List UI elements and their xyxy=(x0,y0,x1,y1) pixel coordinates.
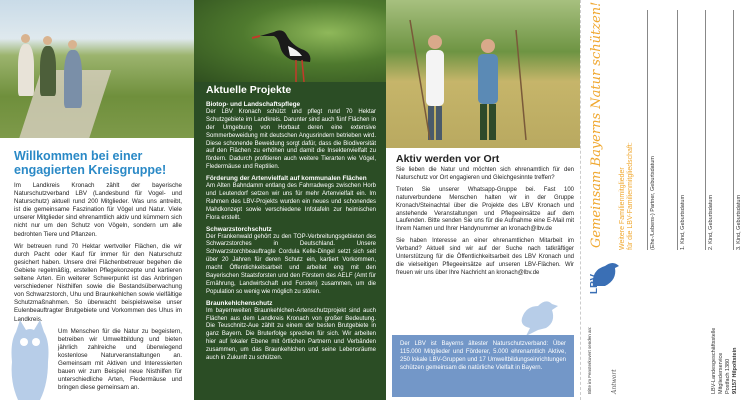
panel-get-active xyxy=(386,0,580,400)
projects-body: Biotop- und Landschaftspflege Der LBV Kronach schützt und pflegt rund 70 Hektar Schutzgebiete im Landkreis. Darunter sind auch fünf Flächen in der Umgebung von Horbaut deren eine extensive Sommerbeweidung mit deutschen Angusrindern betrieben wird. Diese schonende Beweidung sorgt dafür, dass die Biodiversität auf den Flächen zu erhöhen und damit die Insektenvielfalt zu fördern. Dadurch profitieren auch weitere Tierarten wie Vögel, Fledermäuse und Reptilien. Förderung der Artenvielfalt auf kommunalen Flächen Am Alten Bahndamm entlang des Fahrradwegs zwischen Horb und Leutendorf setzen wir uns für mehr Artenvielfalt ein. Im Rahmen des LBV-Projekts wurden ein neues und schonendes Mahdkonzept sowie verschiedene Infotafeln zur heimischen Flora erstellt. Schwarzstorchschutz Der Frankenwald gehört zu den TOP-Verbreitungsgebieten des Schwarzstorches in Deutschland. Unsere Schwarzstorchbeauftragte Cordula Kelle-Dingel setzt sich seit über 20 Jahren für deren Schutz ein, kartiert Vorkommen, macht Öffentlichkeitsarbeit und arbeitet eng mit den Bayerischen Staatsforsten und den Förstern des AELF (Amt für Ernährung, Landwirtschaft und Forsten) zusammen, um die Population so wenig wie möglich zu stören. Braunkehlchenschutz Im bayernweiten Braunkehlchen-Artenschutzprojekt sind auch Flächen aus dem Landkreis Kronach von großer Bedeutung. Die Teuschnitz-Aue zählt zu einem der besten Brutgebiete in ganz Bayern. Die Bruterfolge sprechen für sich. Wir arbeiten hier auf lokaler Ebene mit örtlichen Partnern und Verbänden zusammen, um das Braunkehlchen und seine Lebensräume auch in Zukunft zu schützen. xyxy=(206,101,376,362)
return-address: LBV-Landesgeschäftsstelle Mitgliederservice Postfach 1380 91157 Hilpoltstein xyxy=(711,327,738,394)
lbv-logo-text: LBV xyxy=(589,274,600,294)
get-active-title: Aktiv werden vor Ort xyxy=(396,153,500,165)
child2-field-label[interactable]: 2. Kind, Geburtsdatum xyxy=(708,194,714,250)
volunteers-photo xyxy=(386,0,580,148)
get-active-text: Sie lieben die Natur und möchten sich ehrenamtlich für den Naturschutz vor Ort engagieren und Gleichgesinnte treffen? Treten Sie unserer Whatsapp-Gruppe bei. Fast 100 naturverbundene Menschen halten wir in der Gruppe Kronach/Steinachtal über die Projekte des LBV Kronach und anstehende Veranstaltungen und Pflegeeinsätze auf dem Laufenden. Bitte senden Sie uns für die Aufnahme eine E-Mail mit Ihrem Namen und Ihrer Handynummer an kronach@lbv.de Sie haben Interesse an einer ehrenamtlichen Mitarbeit im Verband? Aktuell sind wir auf der Suche nach tatkräftiger Unterstützung für die Öffentlichkeitsarbeit des LBV Kronach und die vielseitigen Pflegeeinsätze auf unseren LBV-Flächen. Wir freuen wir uns über Ihre Nachricht an kronach@lbv.de xyxy=(396,167,574,276)
form-heading: Weitere Familienmitglieder xyxy=(619,167,626,250)
stork-icon xyxy=(252,16,322,82)
owl-silhouette-icon xyxy=(6,318,54,400)
panel-welcome xyxy=(0,0,194,400)
section-heading: Förderung der Artenvielfalt auf kommunalen Flächen xyxy=(206,175,367,183)
birdwatchers-photo xyxy=(0,0,194,138)
section-heading: Schwarzstorchschutz xyxy=(206,225,272,233)
mailing-note: Bitte im Fensterkuvert senden an: xyxy=(587,326,592,394)
child1-field-label[interactable]: 1. Kind, Geburtsdatum xyxy=(680,194,686,250)
reply-label: Antwort xyxy=(611,369,618,394)
projects-title: Aktuelle Projekte xyxy=(206,84,292,96)
section-heading: Braunkehlchenschutz xyxy=(206,299,273,307)
section-heading: Biotop- und Landschaftspflege xyxy=(206,101,301,108)
welcome-text: Im Landkreis Kronach zählt der bayerische Naturschutzverband LBV (Landesbund für Vogel- und Naturschutz) aktuell rund 200 Mitglieder. Was uns antreibt, ist die gemeinsame Faszination für Vögel und Natur. Viele unserer Mitglieder sind ehrenamtlich aktiv und kümmern sich nicht nur um den Schutz von Vögeln, sondern um alle bedrohten Tiere und Pflanzen. Wir betreuen rund 70 Hektar wertvoller Flächen, die wir durch Pacht oder Kauf für immer für den Naturschutz gesichert haben. Unsere drei Flächenbetreuer begehen die Gebiete regelmäßig, erstellen Pflegekonzepte und kartieren seltene Arten. Ein weiterer Schwerpunkt ist das Anbringen verschiedener Nisthilfen sowie die Bestandsüberwachung von Schwarzstorch, Uhu und Braunkehlchen sowie vielfältige Schutzmaßnahmen. So überwacht beispielsweise unser Eulenbeauftragter Brutgebiete und Vorkommen des Uhus im Landkreis. Um Menschen für die Natur zu begeistern, betreiben wir Umweltbildung und bieten jährlich zahlreiche und überwiegend kostenlose Naturveranstaltungen an. Gemeinsam mit Aktiven und Interessierten bauen wir zum Beispiel neue Nisthilfen für unterschiedliche Arten, Fledermäuse und bringen diese gemeinsam an. xyxy=(14,182,182,392)
partner-field-label[interactable]: (Ehe-/Lebens-) Partner, Geburtsdatum xyxy=(650,156,656,250)
bird-silhouette-icon xyxy=(516,296,564,338)
panel-membership-form xyxy=(580,0,756,400)
form-subheading: für die LBV-Familienmitgliedschaft: xyxy=(627,142,634,250)
lbv-facts-box: Der LBV ist Bayerns ältester Naturschutzverband: Über 115.000 Mitglieder und Förderer, 5.000 ehrenamtlich Aktive, 250 lokale LBV-Gruppen und 17 Umweltbildungseinrichtungen schützen gemeinsam die natürliche Vielfalt in Bayern. xyxy=(392,335,574,397)
child3-field-label[interactable]: 3. Kind, Geburtsdatum xyxy=(736,194,742,250)
motto: Gemeinsam Bayerns Natur schützen! xyxy=(589,1,604,248)
panel-projects xyxy=(194,0,386,400)
welcome-title: Willkommen bei einer engagierten Kreisgruppe! xyxy=(14,149,167,177)
